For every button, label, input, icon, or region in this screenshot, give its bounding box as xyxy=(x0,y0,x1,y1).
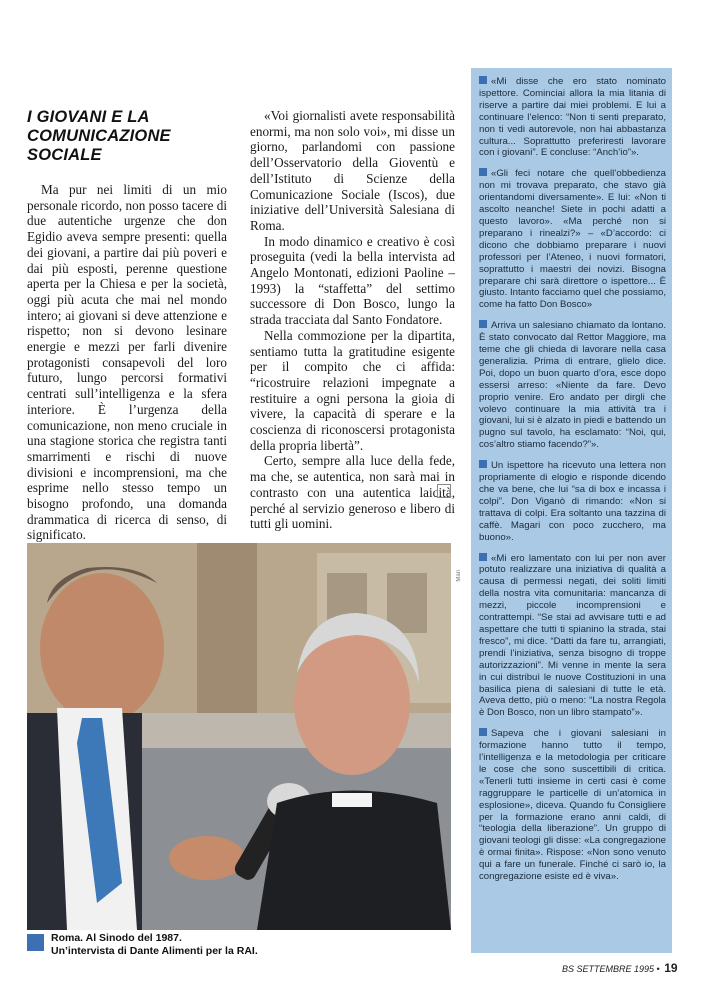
sidebar-paragraph: «Mi disse che ero stato nominato ispettore. Cominciai allora la mia litania di riserve a partire dai miei problemi. E lui a continuare l’elenco: “Non ti senti preparato, non ti vedi autorevole, non hai abbastanza cultura... Soprattutto preferiresti lavorare con i giovani”. E concluse: “Anch’io”». xyxy=(479,76,666,159)
bullet-square-icon xyxy=(479,76,487,84)
photo-credit: Mari xyxy=(456,570,462,582)
article-title: I GIOVANI E LA COMUNICAZIONE SOCIALE xyxy=(27,108,171,164)
anecdotes-sidebar xyxy=(471,68,672,953)
article-column-2 xyxy=(250,108,455,532)
bullet-square-icon xyxy=(479,168,487,176)
sidebar-paragraph: Un ispettore ha ricevuto una lettera non propriamente di elogio e risponde dicendo che va bene, che lui “sa di box e incassa i colpi”. Don Viganò di rimando: «Non si trattava di colpi. Era soltanto una tazzina di caffè. Magari con poco zucchero, ma buono». xyxy=(479,460,666,543)
bullet-square-icon xyxy=(479,460,487,468)
caption-square-icon xyxy=(27,934,44,951)
article-column-1 xyxy=(27,182,227,543)
body-paragraph: Nella commozione per la dipartita, sentiamo tutta la gratitudine esigente per il compito che ci affida: “ricostruire relazioni impegnate a restituire a ogni persona la gioia di vivere, la capacità di sperare e la coscienza di riconoscersi protagonista della propria libertà”. xyxy=(250,327,455,453)
photo-caption: Roma. Al Sinodo del 1987. Un’intervista di Dante Alimenti per la RAI. xyxy=(51,932,258,957)
page-number: 19 xyxy=(664,961,678,975)
body-paragraph: Ma pur nei limiti di un mio personale ricordo, non posso tacere di due autentiche urgenze che don Egidio aveva sempre presenti: quella dei giovani, a partire dai più poveri e dai più esposti, perenne questione aperta per la Chiesa e per la società, oggi più acuta che mai nel mondo intero; ai giovani si deve attenzione e rispetto; non si devono lesinare energie e mezzi per farli divenire protagonisti consapevoli del loro futuro, lungo percorsi formativi centrati sull’intelligenza e la sfera interiore. È l’urgenza della comunicazione, non meno cruciale in una stagione storica che registra tanti smarrimenti e rischi di nuove divisioni e incomprensioni, ma che esprime nello stesso tempo un bisogno profondo, una domanda drammatica di ricerca di senso, di significato. xyxy=(27,182,227,543)
end-of-article-mark xyxy=(437,484,451,498)
interview-photo xyxy=(27,543,451,930)
page-footer xyxy=(562,961,678,975)
sidebar-paragraph: Arriva un salesiano chiamato da lontano. È stato convocato dal Rettor Maggiore, ma teme che gli chieda di lavorare nella casa generalizia. Prima di entrare, glielo dice. Poi, dopo un buon quarto d’ora, esce dopo essersi arreso: «Niente da fare. Devo proprio venire. Ero andato per dirgli che volevo continuare la mia attività tra i giovani, lui si è alzato in piedi e battendo un pugno sul tavolo, ha esclamato: “Noi, qui, cos’altro stiamo facendo?”». xyxy=(479,320,666,451)
sidebar-paragraph: Sapeva che i giovani salesiani in formazione hanno tutto il tempo, l’intelligenza e la metodologia per criticare le cose che sono suscettibili di critica. «Tenerli tutti insieme in certi casi è come raggruppare le particelle di un’atomica in esplosione», diceva. Quando fu Consigliere per la formazione erano anni caldi, di “teologia della liberazione”. Un gruppo di giovani teologi gli disse: «La congregazione è ormai finita». Rispose: «Non sono venuto qui a fare un funerale. Finché ci sarò io, la congregazione esiste ed è viva». xyxy=(479,728,666,883)
sidebar-paragraph: «Gli feci notare che quell’obbedienza non mi trovava preparato, che stavo già orientandomi diversamente». E lui: «Non ti ascolto neanche! Siete in pochi adatti a questo lavoro». «Ma perché non si preparano i rinealzi?» – «D’accordo: ci dicono che dobbiamo preparare i nuovi professori per l’Ateneo, i nuovi formatori, soprattutto i maestri dei novizi. Bisogna preparare chi sarà direttore o ispettore... È giusto. Intanto facciamo quel che possiamo, come ha fatto Don Bosco» xyxy=(479,168,666,311)
magazine-issue: BS SETTEMBRE 1995 • xyxy=(562,964,660,974)
body-paragraph: Certo, sempre alla luce della fede, ma che, se autentica, non sarà mai in contrasto con una autentica laicità, perché al servizio generoso e libero di tutti gli uomini. xyxy=(250,453,455,532)
sidebar-paragraph: «Mi ero lamentato con lui per non aver potuto realizzare una iniziativa di qualità a causa di permessi negati, dei soliti limiti della nostra vita comunitaria: mancanza di mezzi, piccole incomprensioni e contrattempi. “Se stai ad avvisare tutti e ad aspettare che tutti ti spianino la strada, stai fresco”, mi dice. “Datti da fare tu, arrangiati, prendi l’iniziativa, senza bisogno di troppe autorizzazioni”. Mi venne in mente la sera in cui distribuì le nuove Costituzioni in una basilica piena di salesiani di tutte le età. Aveva detto, più o meno: “La nostra Regola è Don Bosco, non un libro stampato”». xyxy=(479,552,666,719)
body-paragraph: «Voi giornalisti avete responsabilità enormi, ma non solo voi», mi disse un giorno, parlandomi con passione dell’Osservatorio della Gioventù e dell’Istituto di Scienze della Comunicazione Sociale (Iscos), due iniziative dell’Università Salesiana di Roma. xyxy=(250,108,455,233)
bullet-square-icon xyxy=(479,320,487,328)
body-paragraph: In modo dinamico e creativo è così proseguita (vedi la bella intervista ad Angelo Montonati, edizioni Paoline – 1993) la “staffetta” del settimo successore di Don Bosco, lungo la strada tracciata dal Santo Fondatore. xyxy=(250,233,455,328)
bullet-square-icon xyxy=(479,728,487,736)
interview-photo-illustration xyxy=(27,543,451,930)
bullet-square-icon xyxy=(479,553,487,561)
